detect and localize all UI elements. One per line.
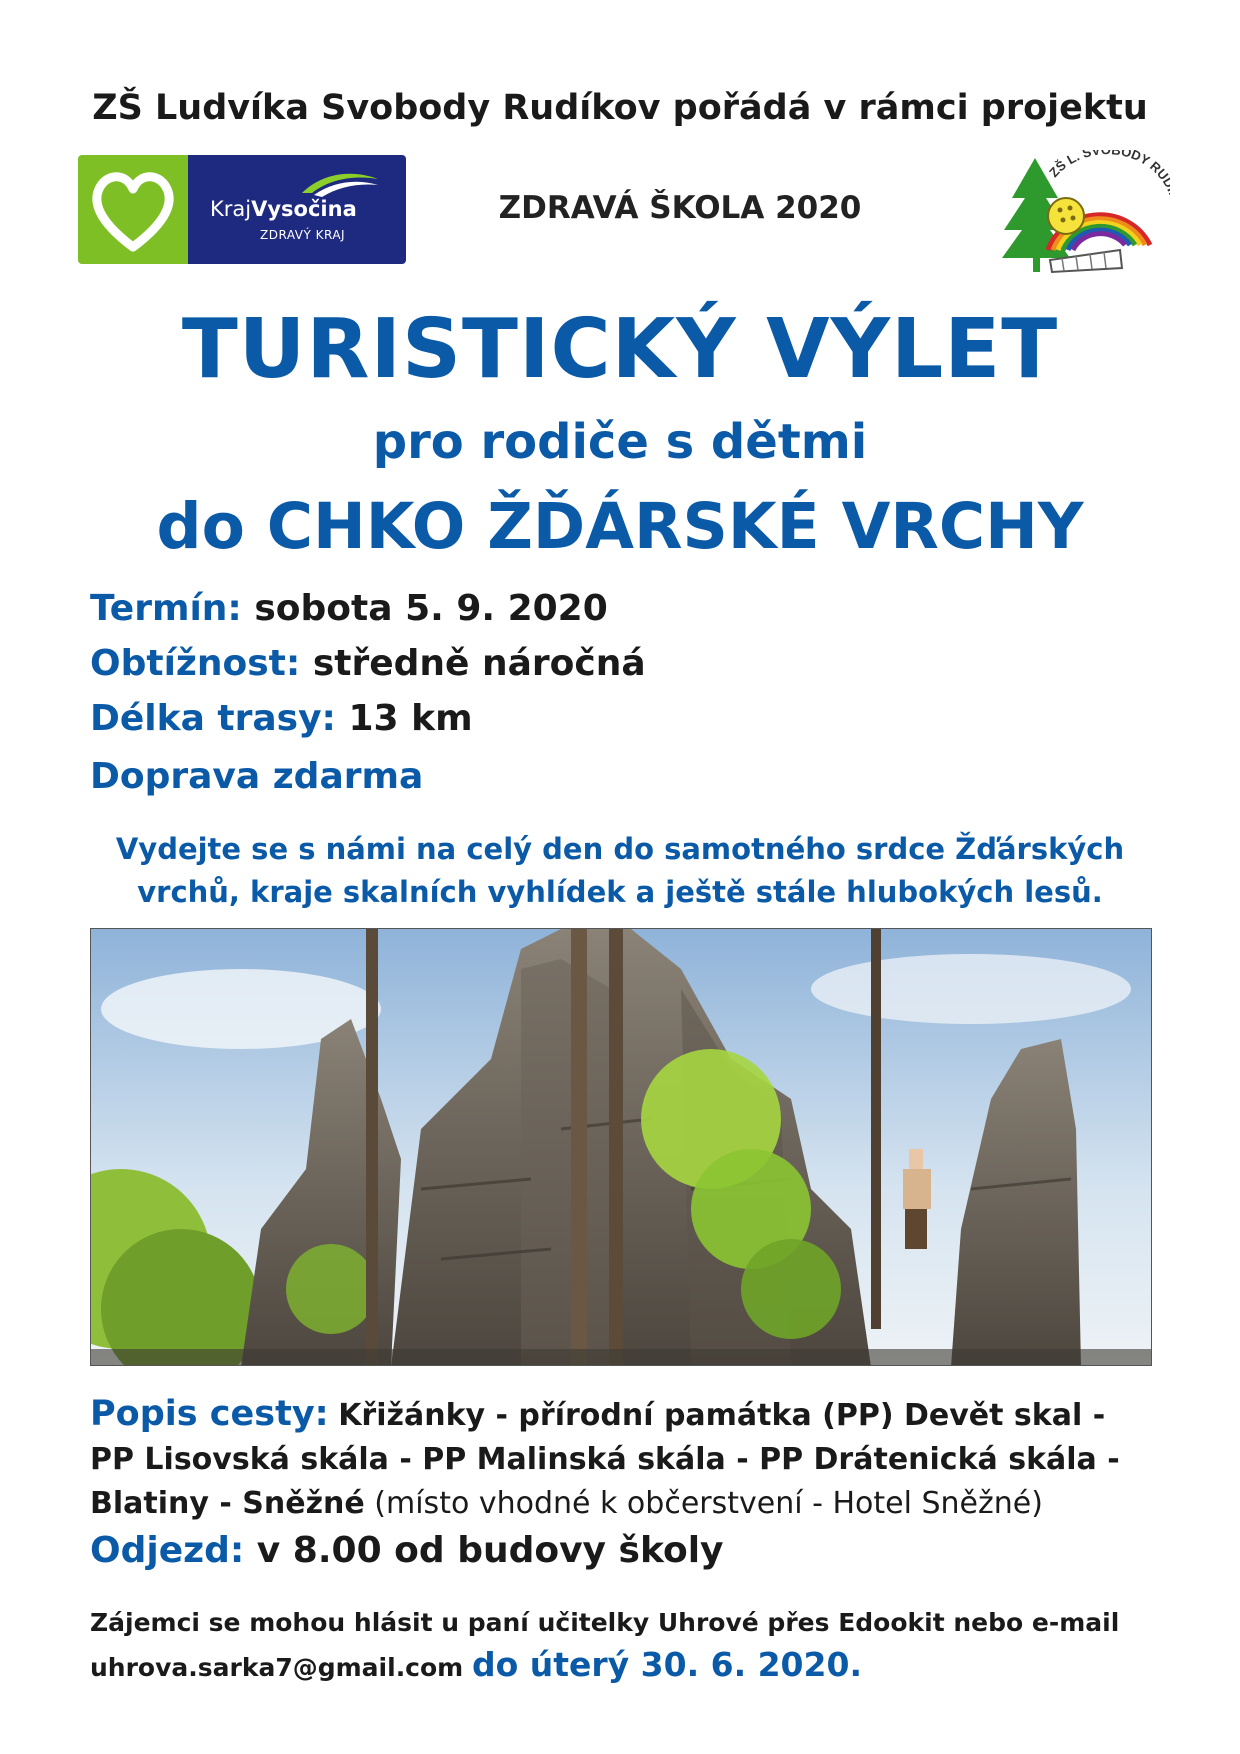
route-stops-2: PP Lisovská skála - PP Malinská skála - PP Drátenická skála -	[90, 1442, 1120, 1477]
departure	[90, 1530, 724, 1571]
note-line-2	[90, 1644, 1180, 1689]
detail-transport: Doprava zdarma	[90, 756, 424, 797]
route-stops-3: Blatiny - Sněžné	[90, 1486, 365, 1521]
route-line-1	[90, 1392, 1180, 1438]
subtitle-destination: do CHKO ŽĎÁRSKÉ VRCHY	[156, 490, 1084, 563]
date-value: sobota 5. 9. 2020	[254, 588, 608, 629]
rock-formation-photo	[90, 928, 1152, 1366]
departure-value: v 8.00 od budovy školy	[256, 1530, 724, 1571]
intro-text	[60, 828, 1180, 914]
swoosh-icon	[300, 169, 380, 197]
intro-line-1: Vydejte se s námi na celý den do samotného srdce Žďárských	[115, 832, 1125, 866]
school-logo	[1000, 150, 1170, 275]
route-line-3	[90, 1482, 1180, 1526]
project-name: ZDRAVÁ ŠKOLA 2020	[498, 190, 862, 226]
route-stops-1: Křižánky - přírodní památka (PP) Devět skal -	[338, 1398, 1106, 1433]
registration-deadline: do úterý 30. 6. 2020.	[471, 1645, 862, 1684]
difficulty-label: Obtížnost:	[90, 643, 301, 684]
subtitle-audience: pro rodiče s dětmi	[372, 414, 868, 470]
organizer-line: ZŠ Ludvíka Svobody Rudíkov pořádá v rámci projektu	[92, 88, 1148, 128]
detail-difficulty	[90, 643, 646, 684]
main-title: TURISTICKÝ VÝLET	[181, 302, 1059, 397]
note-line-1: Zájemci se mohou hlásit u paní učitelky Uhrové přes Edookit nebo e-mail	[90, 1608, 1120, 1637]
date-label: Termín:	[90, 588, 242, 629]
route-stops-3-note: (místo vhodné k občerstvení - Hotel Sněžné)	[374, 1486, 1043, 1521]
registration-note	[90, 1602, 1180, 1689]
region-subtitle: ZDRAVÝ KRAJ	[260, 228, 346, 242]
difficulty-value: středně náročná	[312, 643, 646, 684]
school-logo-text: ZŠ L. SV BODY RU	[1046, 150, 1170, 183]
length-label: Délka trasy:	[90, 698, 336, 739]
heart-icon	[78, 155, 188, 264]
route-label: Popis cesty:	[90, 1394, 329, 1434]
length-value: 13 km	[348, 698, 473, 739]
intro-line-2: vrchů, kraje skalních vyhlídek a ještě stále hlubokých lesů.	[137, 875, 1103, 909]
detail-length	[90, 698, 473, 739]
departure-label: Odjezd:	[90, 1530, 245, 1571]
region-name: KrajVysočina	[210, 197, 357, 221]
kraj-vysocina-logo	[78, 155, 406, 264]
detail-date	[90, 588, 608, 629]
contact-email: uhrova.sarka7@gmail.com	[90, 1653, 464, 1682]
route-description	[90, 1392, 1180, 1526]
